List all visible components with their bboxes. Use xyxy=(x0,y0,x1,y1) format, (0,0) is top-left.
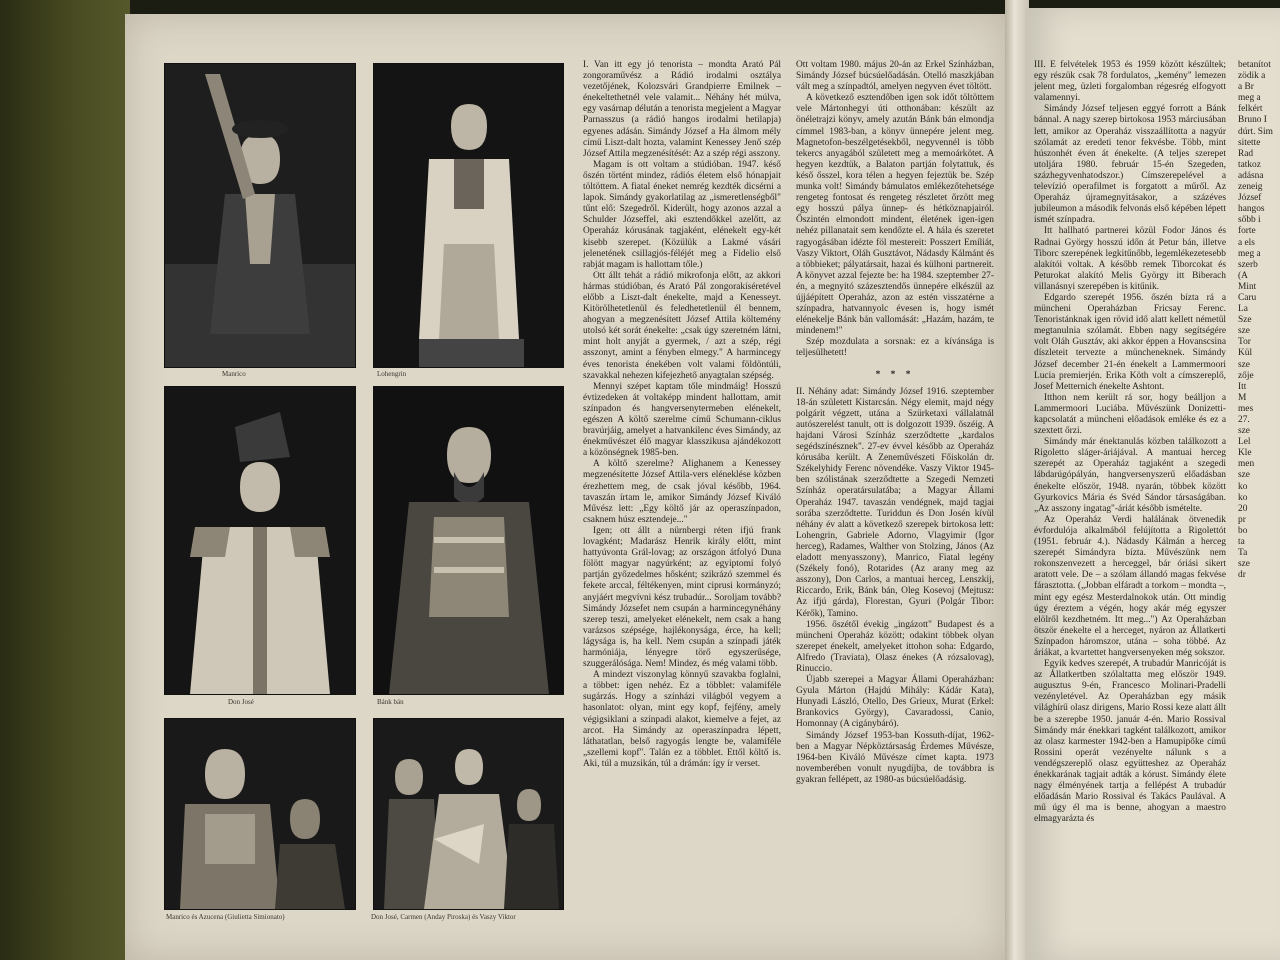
paragraph: Az Operaház Verdi halálának ötvenedik évfordulója alkalmából felújította a Rigolettót (1951. február 4.). Nádasdy Kálmán a herceg szerepét Simándyra bízta. Művészünk nem rokonszenvezett a herceggel, bár óriási sikert aratott vele. De – a szólam állandó magas fekvése fárasztotta. („Jobban elfáradt a torkom – mondta –, mint egy egész Mesterdalnokok után. Ott mindig úgy éreztem a végén, hogy akár még egyszer elölről kezdhetném. Itt meg...") Az Operaházban ötször énekelte el a herceget, nyáron az Állatkerti Színpadon háromszor, utána – soha többé. Az áriákat, a kvartettet hangversenyeken még sokszor. xyxy=(1034,514,1226,658)
cropped-text-line: felkért xyxy=(1238,104,1263,115)
cropped-text-line: sze xyxy=(1238,426,1250,437)
cropped-text-line: Lel xyxy=(1238,437,1251,448)
cropped-text-line: zödik a xyxy=(1238,71,1266,82)
paragraph: III. E felvételek 1953 és 1959 között készültek; egy részük csak 78 fordulatos, „kemény" lemezen jelent meg, üzleti forgalomban régesrég elfogyott valamennyi. xyxy=(1034,60,1226,104)
cropped-text-line: hangos xyxy=(1238,204,1265,215)
cropped-text-line: sze xyxy=(1238,559,1250,570)
paragraph: Simándy József teljesen eggyé forrott a Bánk bánnal. A nagy szerep birtokosa 1953 márciusában lett, amikor az Operaház visszaállította a nagyúr szólamát az eredeti tenor fekvésbe. Több, mint húszonhét éven át énekelte. (A teljes szerepet utoljára 1980. február 15-én Szegeden, százhegyvenhatodszor.) Címszerepelével a televízió operafilmet is forgatott a műről. Az Operaház újramegnyitásakor, a százéves jubileumon a második felvonás első képében lépett ismét színpadra. xyxy=(1034,104,1226,226)
cropped-text-line: József xyxy=(1238,193,1262,204)
cropped-text-line: (A xyxy=(1238,270,1248,281)
paragraph: Magam is ott voltam a stúdióban. 1947. késő őszén történt mindez, rádiós életem első hónapjait töltöttem. A fiatal éneket nemrég kezdték dicsérni a lapok. Simándy gyakorlatilag az „ismeretlenségből" tűnt elő: Szegedről. Kiderült, hogy azonos azzal a Schulder Józseffel, aki esztendőkkel azelőtt, az Operaház kórusának tagjaként, elénekelt egy-két kisebb szerepet. (Közülük a Lakmé vásári jelenetének csillagjós-féléjét meg a Fidelio első rabját magam is hallottam tőle.) xyxy=(583,159,781,270)
cropped-text-line: adásna xyxy=(1238,170,1264,181)
cropped-text-line: ko xyxy=(1238,492,1248,503)
cropped-text-line: M xyxy=(1238,392,1247,403)
photo-bank-ban xyxy=(373,386,564,695)
cropped-text-line: meg a xyxy=(1238,93,1261,104)
cropped-text-line: La xyxy=(1238,304,1248,315)
cropped-text-line: dúrt. Sim xyxy=(1238,126,1273,137)
photo-lohengrin xyxy=(373,63,564,368)
cropped-text-line: Caru xyxy=(1238,292,1257,303)
paragraph: A következő esztendőben igen sok időt töltöttem vele Mártonhegyi úti otthonában: készült az önéletrajzi könyv, amely azután Bánk bán elmondja címmel 1983-ban, a könyv ünnepére jelent meg. Magnetofon-beszélgetésekből, negyvennél is több tekercs anyagából született meg a memoárkötet. A hegyen kezdtük, a Balaton partján folytattuk, és késő ősszel, kora télen a hegyen fejeztük be. Szép munka volt! Simándy bámulatos emlékezőtehetsége rengeteg fontosat és rengeteg részletet őrzött meg egy hosszú pálya ünnep- és hétköznapjairól. Őszintén elmondott mindent, életének igen-igen nehéz pillanatait sem kendőzte el. A hála és szeretet ragyogásában idézte föl mestereit: Posszert Emíliát, Vaszy Viktort, Oláh Gusztávot, Nádasdy Kálmánt és a többieket; pályatársait, hazai és külhoni partnereit. A könyvet azzal fejezte be: ha 1984. szeptember 27-én, a megnyitó százesztendős ünnepére elkészül az újjáépített Operaház, azon az estén visszatérne a színpadra, hatvannyolc évesen is, hogy ismét elénekelje Bánk bán vallomását: „Hazám, hazám, te mindenem!" xyxy=(796,93,994,337)
cropped-text-line: zeneig xyxy=(1238,182,1263,193)
paragraph: Ott állt tehát a rádió mikrofonja előtt, az akkori hármas stúdióban, és Arató Pál zongorakíséretével előbb a Liszt-dalt énekelte, majd a Kenesseyt. Kitörölhetetlenül és feledhetetlenül él bennem, ahogyan a megzenésített József Attila költemény utolsó két sorát énekelte: „csak úgy szeretném látni, mint holt anyját a gyermek, / azt a szép, régi asszonyt, amint a fényben elmegy." A harmincegy éves tenorista énekében volt valami földöntúli, szavakkal nehezen kifejezhető anyagtalan szépség. xyxy=(583,270,781,381)
photo-manrico xyxy=(164,63,356,368)
paragraph: Ott voltam 1980. május 20-án az Erkel Színházban, Simándy József búcsúelőadásán. Otelló maszkjában vált meg a színpadtól, amelyen negyven évet töltött. xyxy=(796,60,994,93)
section-divider: * * * xyxy=(875,369,915,380)
cropped-text-line: Sze xyxy=(1238,315,1252,326)
paragraph: Szép mozdulata a sorsnak: ez a kívánsága is teljesülhetett! xyxy=(796,337,994,359)
paragraph: Itt hallható partnerei közül Fodor János és Radnai György hosszú időn át Petur bán, illetve Tiborc szerepének legkitűnőbb, legemlékezetesebb alakítói voltak. A később remek Tiborcokat és Peturokat alakító Melis György itt Biberach villanásnyi szerepében is kitűnik. xyxy=(1034,226,1226,292)
paragraph: Simándy már énektanulás közben találkozott a Rigoletto sláger-áriájával. A mantuai herceg szerepét az Operaház tagjaként a szegedi lábdarúgópályán, hangversenyszerű előadásban énekelte először, 1948. nyarán, többek között Gyurkovics Mária és Svéd Sándor társaságában. „Az asszony ingatag"-áriát később ismételte. xyxy=(1034,437,1226,514)
paragraph: Mennyi szépet kaptam tőle mindmáig! Hosszú évtizedeken át voltaképp mindent hallottam, amit színpadon és hangversenytermeben elénekelt, egészen A költő szerelme című Schumann-ciklus bravúrjáig, amelyet a hatvankilenc éves Simándy, az énekművészet élő magyar klasszikusa ajándékozott a közönségnek 1985-ben. xyxy=(583,381,781,459)
paragraph: I. Van itt egy jó tenorista – mondta Arató Pál zongoraművész a Rádió irodalmi osztálya vezetőjének, Kolozsvári Grandpierre Emilnek – énekeltethetnél vele valamit... Néhány hét múlva, egy vasárnap délután a tenorista megjelent a Magyar Parnasszus (a rádió hangos irodalmi hetilapja) egyenes adásán. Simándy József a Ha álmom mély című Liszt-dalt hozta, valamint Kenessey Jenő szép József Attila megzenésítését: Az a szép régi asszony. xyxy=(583,60,781,159)
cropped-text-line: sze xyxy=(1238,326,1250,337)
cropped-text-line: forte xyxy=(1238,226,1256,237)
cropped-text-line: dr xyxy=(1238,570,1246,581)
cropped-text-line: ko xyxy=(1238,481,1248,492)
paragraph: Itthon nem került rá sor, hogy beálljon a Lammermoori Luciába. Művészünk Donizetti-kapcsolatát a müncheni előadások emléke és ez a szextett őrzi. xyxy=(1034,392,1226,437)
cropped-text-line: ta xyxy=(1238,537,1245,548)
text-column-3 xyxy=(1034,60,1226,940)
background-left xyxy=(0,0,130,960)
cropped-text-line: a els xyxy=(1238,237,1255,248)
paragraph: A mindezt viszonylag könnyű szavakba foglalni, a többet: igen nehéz. Ez a többlet: valamiféle sugárzás. Hogy a színházi világból vegyem a hasonlatot: olyan, mint egy kopf, fejfény, amely végigsiklani a színpadi alakot, kiemelve a fejet, az arcot. Ha Simándy az operaszínpadra lépett, láthatatlan, belső ragyogás lengte be, valamiféle „szellemi kopf". Talán ez a többlet. Ettől költő is. Aki, túl a muzsikán, túl a drámán: így ír verset. xyxy=(583,670,781,769)
paragraph: II. Néhány adat: Simándy József 1916. szeptember 18-án született Kistarcsán. Négy elemit, majd négy polgárit végzett, utána a Szürketaxi vállalatnál autószerelést tanult, ott is dolgozott 1939. őszéig. A hajdani Városi Színház szerződtette „kardalos segédszínésznek". 27-ev évvel később az Operaház kórusába került. A Zeneművészeti Főiskolán dr. Székelyhidy Ferenc növendéke. Vaszy Viktor 1945-ben szólistának szerződtette a Szegedi Nemzeti Színház operatársulatába; a Magyar Állami Operaház 1947. tavaszán vendégnek, majd tagjai sorába szerződtette. Turiddun és Don Josén kívül néhány év alatt a következő szerepek birtokosa lett: Lohengrin, Gabriele Adorno, Vlagyimir (Igor herceg), Radames, Walther von Stolzing, János (Az eladott menyasszony), Manrico, Fiatal legény (Székely fonó), Rotarides (Az arany meg az asszony), Don Carlos, a mantuai herceg, Lenszkij, Riccardo, Erik, Bánk bán, Oleg Kosevoj (Mejtusz: Az ifjú gárda), Florestan, Gyuri (Polgár Tibor: Kérők), Tamino. xyxy=(796,386,994,619)
cropped-text-line: a Br xyxy=(1238,82,1254,93)
paragraph: Simándy József 1953-ban Kossuth-díjat, 1962-ben a Magyar Népköztársaság Érdemes Művésze, 1964-ben Kiváló Művésze címet kapta. 1973 novemberében vonult nyugdíjba, de továbbra is gyakran fellépett, az 1980-as búcsúelőadásig. xyxy=(796,730,994,785)
paragraph: 1956. őszétől évekig „ingázott" Budapest és a müncheni Operaház között; odakint többek olyan szerepet énekelt, amelyeket ittohon soha: Edgardo, Alfredo (Traviata), Olasz énekes (A rózsalovag), Rinuccio. xyxy=(796,619,994,674)
text-column-1 xyxy=(583,60,781,925)
cropped-text-line: sze xyxy=(1238,359,1250,370)
cropped-text-line: sitette xyxy=(1238,137,1261,148)
paragraph: Újabb szerepei a Magyar Állami Operaházban: Gyula Márton (Hajdú Mihály: Kádár Kata), Hunyadi László, Otello, Des Grieux, Murat (Erkel: Brankovics György), Cavaradossi, Canio, Homonnay (A cigánybáró). xyxy=(796,675,994,730)
photo-caption-don-jose: Don José xyxy=(228,698,254,706)
cropped-text-line: Rad xyxy=(1238,148,1254,159)
cropped-text-line: men xyxy=(1238,459,1255,470)
cropped-text-line: zője xyxy=(1238,370,1254,381)
cropped-text-line: meg a xyxy=(1238,248,1261,259)
cropped-text-line: Tor xyxy=(1238,337,1251,348)
cropped-text-line: sőbb i xyxy=(1238,215,1261,226)
photo-caption-lohengrin: Lohengrin xyxy=(377,370,407,378)
photo-don-jose xyxy=(164,386,356,695)
cropped-text-line: Ta xyxy=(1238,548,1248,559)
photo-caption-manrico-azucena: Manrico és Azucena (Giulietta Simionato) xyxy=(166,913,285,921)
paragraph: A költő szerelme? Alighanem a Kenessey megzenésítette József Attila-vers eléneklése közben érezhettem meg, de csak jóval később, 1964. tavaszán írtam le, amikor Simándy József Kiváló Művész lett: „Egy költő jár az operaszínpadon, csaknem húsz esztendeje..." xyxy=(583,459,781,525)
cropped-text-line: betanítot xyxy=(1238,60,1271,70)
paragraph: Edgardo szerepét 1956. őszén bízta rá a müncheni Operaházban Fricsay Ferenc. Tenoristánknak igen rövid idő alatt kellett németül megtanulnia szólamát. Ebben nagy segítségére volt Oláh Gusztáv, aki akkor éppen a Hovanscsina díszleteit tervezte a müncheneknek. Simándy József december 21-én énekelt a Lammermoori Lucia premierjén. Erika Köth volt a címszereplő, Josef Metternich énekelte Ashtont. xyxy=(1034,292,1226,392)
photo-caption-manrico: Manrico xyxy=(222,370,246,378)
cropped-text-line: sze xyxy=(1238,470,1250,481)
cropped-text-line: 27. xyxy=(1238,415,1250,425)
text-column-2 xyxy=(796,60,994,890)
photo-carmen xyxy=(373,718,564,910)
text-column-4-cropped xyxy=(1238,60,1280,940)
cropped-text-line: tatkoz xyxy=(1238,159,1261,170)
cropped-text-line: szerb xyxy=(1238,259,1258,270)
cropped-text-line: mes xyxy=(1238,403,1254,414)
cropped-text-line: Kül xyxy=(1238,348,1253,359)
cropped-text-line: pr xyxy=(1238,514,1246,525)
cropped-text-line: Kle xyxy=(1238,448,1252,459)
cropped-text-line: bo xyxy=(1238,525,1248,536)
photo-manrico-azucena xyxy=(164,718,356,910)
paragraph: Igen; ott állt a nürnbergi réten ifjú frank lovagként; Madarász Henrik király előtt, mint hattyúvonta Grál-lovag; az országon átfolyó Duna fölött magyar nagyúrként; az egyiptomi folyó partján győzedelmes hősként; szikrázó szemmel és fekete arccal, féltékenyen, mint ciprusi kormányzó; anyjáért megvívni kész trubadúr... Soroljam tovább? Simándy Józsefet nem csupán a harmincegynéhány szerep teszi, amelyeket elénekelt, nem csak a hang varázsos szépsége, hajlékonysága, érce, ha kell; lágysága is, ha kell. Nem csupán a színpadi játék harmóniája, lényegre törő egyszerűsége, szuggerálósága. Nem! Mindez, és még valami több. xyxy=(583,525,781,670)
cropped-text-line: Itt xyxy=(1238,381,1247,392)
paragraph: Egyik kedves szerepét, A trubadúr Manricóját is az Állatkertben szólaltatta meg először 1949. augusztus 9-én, Francesco Molinari-Pradelli vezényletével. Az Operaházban egy másik világhírű olasz dirigens, Mario Rossi keze alatt állt be a szerepbe 1950. január 4-én. Mario Rossival Simándy már énekkari tagként találkozott, amikor az olasz karmester 1942-ben a Hamupipőke című Rossini operát vezényelte nálunk s a vendégszereplő olasz együtteshez az Operaház énekkarának tagjait adták a kórust. Simándy élete nagy élményének tartja a fellépést A trubadúr előadásán Mario Rossival és Takács Paulával. A mű úgy él ma is benne, ahogyan a maestro elmagyarázta és xyxy=(1034,659,1226,825)
photo-caption-carmen: Don José, Carmen (Anday Piroska) és Vaszy Viktor xyxy=(371,913,516,921)
cropped-text-line: Mint xyxy=(1238,281,1257,292)
cropped-text-line: 20 xyxy=(1238,503,1248,514)
cropped-text-line: Bruno I xyxy=(1238,115,1267,126)
photo-caption-bank-ban: Bánk bán xyxy=(377,698,404,706)
